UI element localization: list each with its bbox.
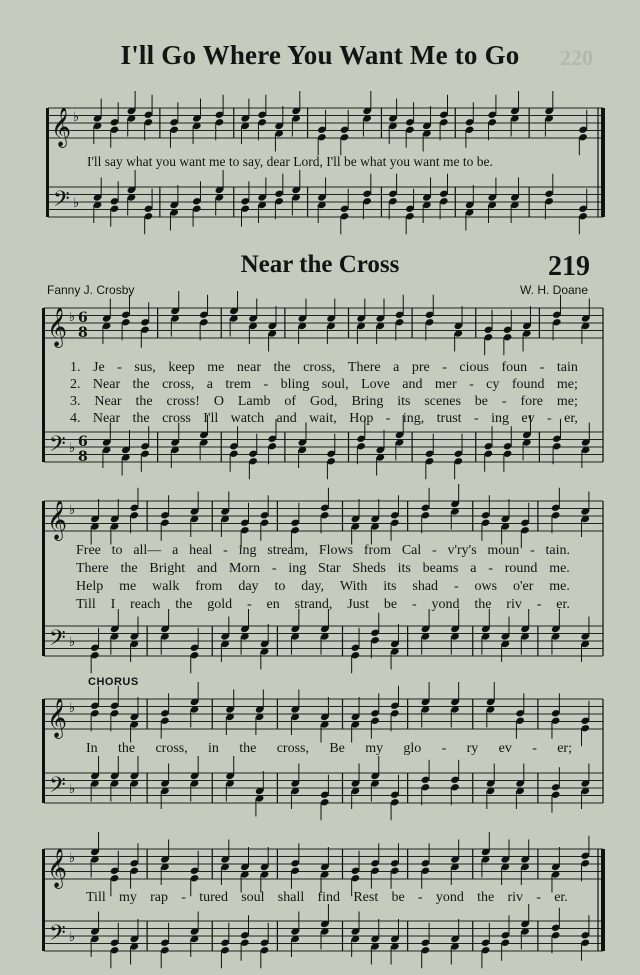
lyric-syllable: cy: [486, 377, 500, 392]
lyric-syllable: Love: [361, 377, 390, 392]
lyric-syllable: ing: [288, 561, 307, 576]
lyric-syllable: Rest: [353, 890, 379, 905]
lyric-syllable: reach: [130, 597, 161, 612]
lyric-syllable: -: [532, 741, 537, 756]
lyric-syllable: foun: [501, 360, 528, 375]
lyric-syllable: glo: [403, 741, 422, 756]
lyric-syllable: In: [86, 741, 98, 756]
lyric-syllable: my: [365, 741, 384, 756]
lyric-syllable: Bright: [149, 561, 186, 576]
time-signature-bottom: 8: [78, 449, 88, 465]
bass-clef: 𝄢: [49, 626, 66, 656]
treble-clef: 𝄞: [47, 500, 68, 540]
lyric-syllable: rap: [150, 890, 169, 905]
hymn-number: 219: [548, 251, 590, 282]
lyric-syllable: 3.: [70, 394, 81, 409]
lyric-syllable: fore: [520, 394, 544, 409]
lyric-syllable: the: [474, 597, 492, 612]
lyric-syllable: heal: [189, 543, 213, 558]
treble-clef: 𝄞: [51, 107, 72, 147]
lyric-syllable: -: [271, 561, 277, 576]
lyric-syllable: en: [266, 597, 280, 612]
lyric-syllable: be: [383, 597, 398, 612]
lyric-syllable: trust: [436, 411, 462, 426]
lyric-syllable: -: [530, 543, 535, 558]
lyric-syllable: ows: [474, 579, 498, 594]
bass-clef: 𝄢: [53, 187, 70, 217]
final-barline: [601, 849, 605, 951]
lyric-syllable: There: [347, 360, 381, 375]
lyric-syllable: day: [238, 579, 259, 594]
key-signature-flat: ♭: [69, 503, 76, 518]
lyric-syllable: Star: [318, 561, 341, 576]
lyric-syllable: the: [132, 377, 150, 392]
lyric-syllable: a: [172, 543, 179, 558]
lyric-syllable: cross!: [166, 394, 200, 409]
treble-clef: 𝄞: [47, 698, 68, 738]
key-signature-flat: ♭: [69, 635, 76, 650]
lyric-syllable: tain.: [545, 543, 570, 558]
lyric-syllable: to: [111, 543, 123, 558]
lyric-syllable: -: [453, 579, 459, 594]
lyric-syllable: watch: [230, 411, 265, 426]
lyric-syllable: -: [536, 597, 542, 612]
lyric-syllable: shad: [412, 579, 439, 594]
lyric-syllable: the: [239, 741, 257, 756]
lyric-syllable: 2.: [70, 377, 81, 392]
previous-hymn-title: I'll Go Where You Want Me to Go: [120, 40, 520, 70]
lyric-syllable: Je: [93, 360, 105, 375]
lyric-syllable: -: [117, 360, 122, 375]
lyric-syllable: the: [135, 394, 153, 409]
key-signature-flat: ♭: [69, 701, 76, 716]
lyric-syllable: -: [417, 890, 423, 905]
lyric-syllable: ing: [491, 411, 509, 426]
previous-hymn-lyric: I'll say what you want me to say, dear Lord, I'll be what you want me to be.: [87, 154, 493, 169]
lyric-syllable: -: [441, 741, 447, 756]
lyric-syllable: God,: [309, 394, 338, 409]
lyric-syllable: -: [432, 543, 437, 558]
lyric-syllable: a: [470, 561, 477, 576]
lyric-syllable: ev: [498, 741, 512, 756]
lyric-syllable: me.: [549, 561, 570, 576]
lyric-syllable: O: [213, 394, 224, 409]
key-signature-flat: ♭: [69, 441, 76, 456]
lyric-syllable: pre: [411, 360, 430, 375]
lyric-syllable: of: [284, 394, 297, 409]
lyric-syllable: -: [442, 360, 447, 375]
lyric-syllable: er,: [564, 411, 578, 426]
key-signature-flat: ♭: [69, 310, 76, 325]
lyric-syllable: my: [118, 890, 137, 905]
lyric-syllable: stream,: [267, 543, 309, 558]
lyric-syllable: -: [547, 411, 552, 426]
lyric-syllable: Near: [92, 377, 121, 392]
lyric-syllable: -: [488, 561, 493, 576]
lyric-syllable: beams: [422, 561, 459, 576]
lyric-syllable: I: [110, 597, 116, 612]
time-signature-top: 6: [78, 310, 88, 326]
lyric-syllable: its: [397, 561, 411, 576]
lyric-syllable: tured: [199, 890, 228, 905]
time-signature-top: 6: [78, 434, 88, 450]
lyric-syllable: be: [474, 394, 489, 409]
lyric-syllable: With: [339, 579, 368, 594]
lyric-syllable: from: [195, 579, 223, 594]
lyric-syllable: -: [181, 890, 186, 905]
lyric-syllable: 4.: [70, 411, 81, 426]
lyric-syllable: -: [539, 360, 545, 375]
lyric-syllable: strand,: [294, 597, 333, 612]
lyric-syllable: the: [132, 411, 150, 426]
lyric-syllable: bling: [280, 377, 310, 392]
bleed-through-page-number: 220: [560, 45, 593, 70]
lyric-syllable: er;: [557, 741, 572, 756]
lyric-syllable: and: [276, 411, 297, 426]
lyric-syllable: me.: [549, 579, 570, 594]
lyric-syllable: be: [391, 890, 405, 905]
lyric-syllable: There: [76, 561, 109, 576]
lyric-syllable: me: [119, 579, 137, 594]
lyric-syllable: the: [120, 561, 138, 576]
lyric-syllable: trem: [225, 377, 252, 392]
chorus-label: CHORUS: [88, 676, 139, 688]
lyric-syllable: a: [393, 360, 400, 375]
lyric-syllable: the: [118, 741, 136, 756]
key-signature-flat: ♭: [73, 196, 80, 211]
lyric-syllable: Near: [94, 394, 122, 409]
lyric-syllable: riv: [506, 597, 522, 612]
lyric-syllable: tain: [556, 360, 578, 375]
lyric-syllable: Cal: [401, 543, 422, 558]
lyric-syllable: o'er: [512, 579, 534, 594]
key-signature-flat: ♭: [73, 110, 80, 125]
lyric-syllable: walk: [152, 579, 180, 594]
composer-credit: W. H. Doane: [520, 283, 589, 297]
lyric-syllable: and: [402, 377, 423, 392]
lyric-syllable: me;: [556, 377, 578, 392]
lyric-syllable: the: [175, 597, 193, 612]
lyric-syllable: soul: [241, 890, 265, 905]
lyric-syllable: ry: [466, 741, 479, 756]
lyric-syllable: gold: [207, 597, 233, 612]
key-signature-flat: ♭: [69, 782, 76, 797]
lyric-syllable: Just: [347, 597, 369, 612]
time-signature-bottom: 8: [78, 325, 88, 341]
lyric-syllable: from: [363, 543, 392, 558]
lyric-syllable: cross: [162, 411, 191, 426]
key-signature-flat: ♭: [69, 851, 76, 866]
treble-clef: 𝄞: [47, 307, 68, 347]
lyric-syllable: Be: [329, 741, 345, 756]
lyric-syllable: Help: [76, 579, 104, 594]
lyric-syllable: -: [473, 411, 479, 426]
lyric-syllable: the: [477, 890, 495, 905]
lyric-syllable: Near: [92, 411, 121, 426]
lyric-syllable: find: [317, 890, 341, 905]
lyric-syllable: Morn: [228, 561, 261, 576]
lyric-syllable: day,: [301, 579, 325, 594]
lyric-syllable: found: [511, 377, 545, 392]
lyric-syllable: I'll: [203, 411, 219, 426]
lyric-syllable: cious: [459, 360, 489, 375]
lyric-syllable: Till: [86, 890, 106, 905]
lyric-syllable: cross,: [303, 360, 336, 375]
lyric-syllable: cross,: [276, 741, 309, 756]
lyric-syllable: ing,: [402, 411, 425, 426]
lyric-syllable: me: [207, 360, 225, 375]
key-signature-flat: ♭: [69, 930, 76, 945]
lyric-syllable: in: [208, 741, 219, 756]
lyric-syllable: its: [383, 579, 397, 594]
lyric-syllable: moun: [487, 543, 520, 558]
lyric-syllable: 1.: [70, 360, 81, 375]
lyric-syllable: Lamb: [237, 394, 271, 409]
lyric-syllable: sus,: [134, 360, 156, 375]
lyric-syllable: its: [397, 394, 411, 409]
lyric-syllable: Flows: [318, 543, 354, 558]
lyric-syllable: wait,: [309, 411, 337, 426]
lyric-syllable: er.: [556, 597, 570, 612]
lyric-syllable: shall: [277, 890, 305, 905]
lyric-syllable: -: [411, 597, 417, 612]
lyric-syllable: round: [504, 561, 538, 576]
bass-clef: 𝄢: [49, 432, 66, 462]
lyric-syllable: -: [469, 377, 474, 392]
lyric-syllable: Free: [76, 543, 101, 558]
lyric-syllable: Till: [76, 597, 96, 612]
lyric-syllable: mer: [434, 377, 457, 392]
lyric-syllable: -: [385, 411, 391, 426]
lyric-syllable: -: [263, 377, 269, 392]
lyric-syllable: Bring: [351, 394, 384, 409]
lyric-syllable: keep: [168, 360, 195, 375]
lyric-syllable: -: [223, 543, 228, 558]
lyric-syllable: me;: [556, 394, 578, 409]
lyric-syllable: cross,: [162, 377, 195, 392]
lyric-syllable: all—: [133, 543, 162, 558]
hymn-title: Near the Cross: [240, 251, 400, 278]
lyric-syllable: yond: [435, 890, 464, 905]
lyric-syllable: -: [536, 890, 541, 905]
lyric-syllable: soul,: [321, 377, 349, 392]
lyric-syllable: v'ry's: [447, 543, 477, 558]
treble-clef: 𝄞: [47, 848, 68, 888]
lyric-syllable: near: [236, 360, 261, 375]
bass-clef: 𝄢: [49, 773, 66, 803]
lyricist-credit: Fanny J. Crosby: [47, 283, 135, 297]
lyric-syllable: -: [501, 394, 507, 409]
lyric-syllable: scenes: [424, 394, 461, 409]
lyric-syllable: a: [206, 377, 213, 392]
lyric-syllable: ev: [521, 411, 535, 426]
lyric-syllable: -: [247, 597, 252, 612]
lyric-syllable: to: [274, 579, 286, 594]
lyric-syllable: cross,: [155, 741, 188, 756]
lyric-syllable: yond: [431, 597, 460, 612]
bass-clef: 𝄢: [49, 921, 66, 951]
lyric-syllable: Sheds: [352, 561, 386, 576]
lyric-syllable: the: [273, 360, 291, 375]
lyric-syllable: Hop: [349, 411, 374, 426]
lyric-syllable: ing: [238, 543, 257, 558]
lyric-syllable: and: [196, 561, 218, 576]
lyric-syllable: er.: [554, 890, 568, 905]
final-barline: [601, 108, 605, 217]
lyric-syllable: riv: [507, 890, 524, 905]
